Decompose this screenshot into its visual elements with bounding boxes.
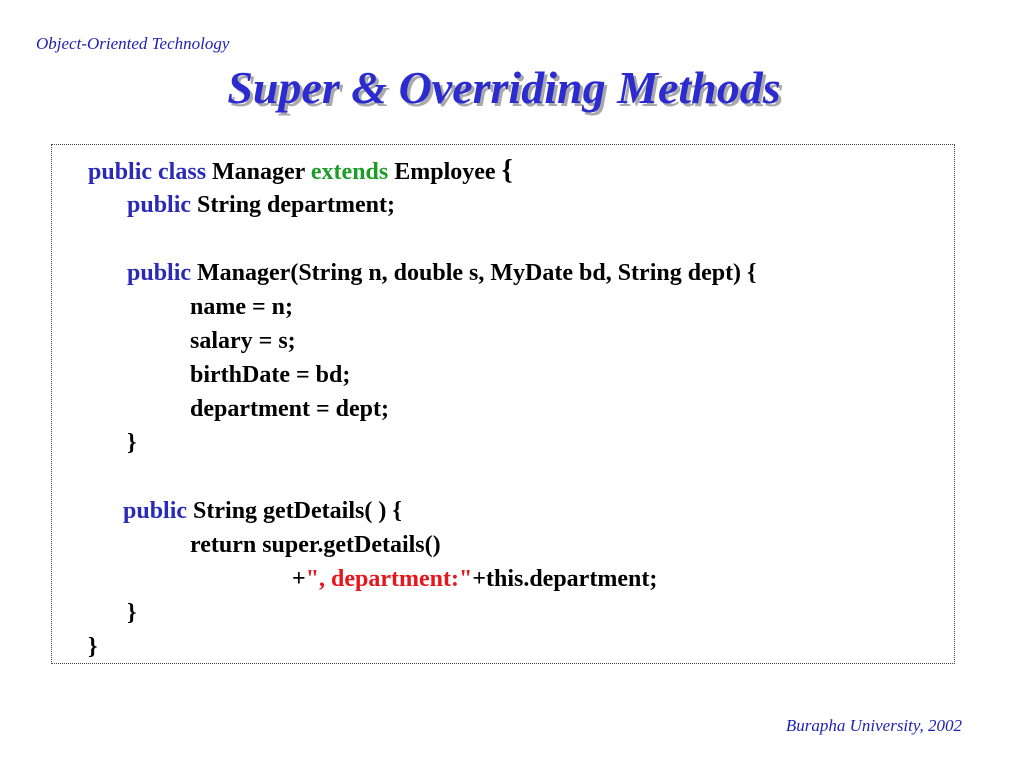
keyword-public: public bbox=[127, 260, 192, 286]
code-line-assign-name: name = n; bbox=[190, 294, 294, 320]
code-line-concat bbox=[292, 565, 657, 593]
code-line-assign-birthdate: birthDate = bd; bbox=[190, 362, 351, 388]
keyword-extends: extends bbox=[310, 159, 389, 185]
code-line-method-declaration bbox=[123, 497, 402, 525]
code-line-constructor bbox=[127, 259, 757, 287]
code-text: +this.department; bbox=[472, 566, 658, 592]
code-text: Employee bbox=[388, 159, 502, 185]
code-line-close-method: } bbox=[127, 600, 137, 626]
footer-credit: Burapha University, 2002 bbox=[785, 716, 962, 735]
course-name: Object-Oriented Technology bbox=[36, 34, 230, 53]
slide-title: Super & Overriding Methods bbox=[227, 62, 781, 113]
keyword-public-class: public class bbox=[88, 159, 207, 185]
code-text: String getDetails( ) { bbox=[187, 498, 402, 524]
code-line-return: return super.getDetails() bbox=[190, 532, 441, 558]
code-brace: { bbox=[501, 155, 513, 186]
keyword-public: public bbox=[127, 192, 192, 218]
keyword-public: public bbox=[123, 498, 188, 524]
string-literal: ", department:" bbox=[305, 566, 473, 592]
code-text: String department; bbox=[191, 192, 396, 218]
code-line-close-constructor: } bbox=[127, 430, 137, 456]
code-text: Manager bbox=[206, 159, 311, 185]
code-line-class-declaration bbox=[88, 157, 513, 186]
code-line-assign-salary: salary = s; bbox=[190, 328, 296, 354]
code-line-close-class: } bbox=[88, 634, 98, 660]
code-block bbox=[51, 144, 955, 664]
code-line-assign-department: department = dept; bbox=[190, 396, 389, 422]
code-text: Manager(String n, double s, MyDate bd, String dept) { bbox=[191, 260, 757, 286]
code-plus: + bbox=[292, 566, 306, 592]
code-line-field bbox=[127, 191, 395, 219]
